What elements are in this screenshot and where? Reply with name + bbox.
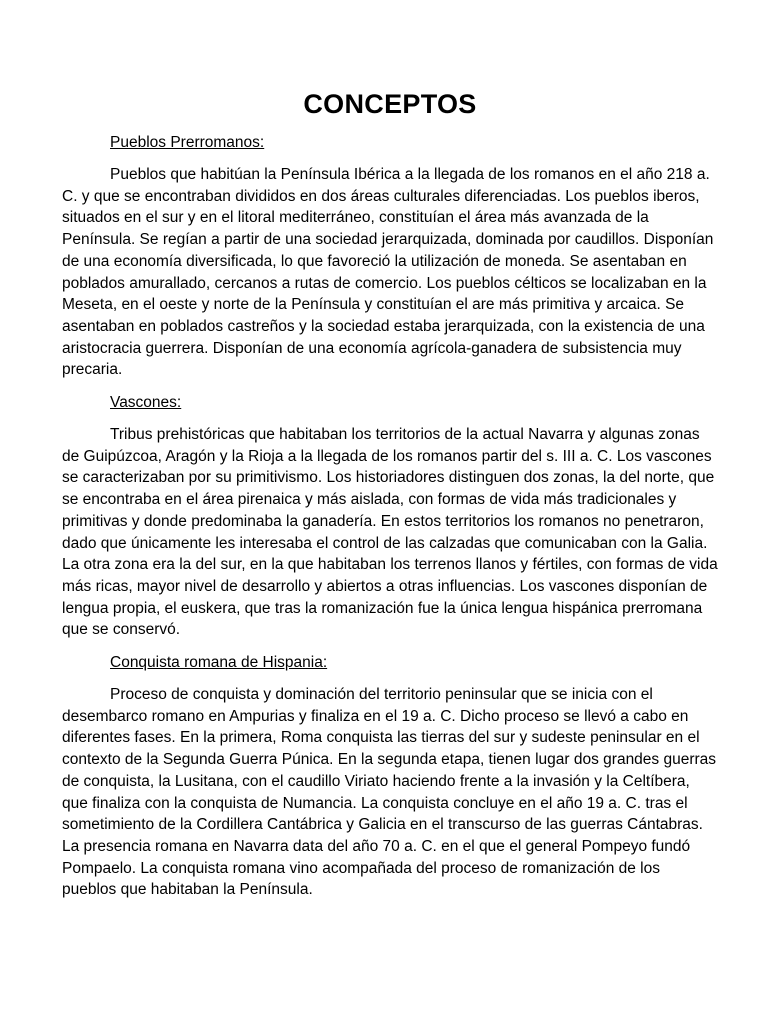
document-page xyxy=(62,86,718,912)
section-paragraph: Proceso de conquista y dominación del territorio peninsular que se inicia con el desembarco romano en Ampurias y finaliza en el 19 a. C. Dicho proceso se llevó a cabo en diferentes fases. En la primera, Roma conquista las tierras del sur y sudeste peninsular en el contexto de la Segunda Guerra Púnica. En la segunda etapa, tienen lugar dos grandes guerras de conquista, la Lusitana, con el caudillo Viriato haciendo frente a la invasión y la Celtíbera, que finaliza con la conquista de Numancia. La conquista concluye en el año 19 a. C. tras el sometimiento de la Cordillera Cantábrica y Galicia en el transcurso de las guerras Cántabras. La presencia romana en Navarra data del año 70 a. C. en el que el general Pompeyo fundó Pompaelo. La conquista romana vino acompañada del proceso de romanización de los pueblos que habitaban la Península. xyxy=(62,686,717,899)
section-vascones xyxy=(62,392,718,641)
section-paragraph: Tribus prehistóricas que habitaban los territorios de la actual Navarra y algunas zonas de Guipúzcoa, Aragón y la Rioja a la llegada de los romanos partir del s. III a. C. Los vascones se caracterizaban por su primitivismo. Los historiadores distinguen dos zonas, la del norte, que se encontraba en el área pirenaica y más aislada, con formas de vida más tradicionales y primitivas y donde predominaba la ganadería. En estos territorios los romanos no penetraron, dado que únicamente les interesaba el control de las calzadas que comunicaban con la Galia. La otra zona era la del sur, en la que habitaban los terrenos llanos y fértiles, con formas de vida más ricas, mayor nivel de desarrollo y abiertos a otras influencias. Los vascones disponían de lengua propia, el euskera, que tras la romanización fue la única lengua hispánica prerromana que se conservó. xyxy=(62,426,718,639)
section-conquista-romana xyxy=(62,652,718,901)
document-title: CONCEPTOS xyxy=(303,89,477,119)
section-heading: Pueblos Prerromanos: xyxy=(110,134,265,151)
section-heading: Vascones: xyxy=(110,394,182,412)
section-paragraph: Pueblos que habitúan la Península Ibérica a la llegada de los romanos en el año 218 a. C. y que se encontraban divididos en dos áreas culturales diferenciadas. Los pueblos iberos, situados en el sur y en el litoral mediterráneo, constituían el área más avanzada de la Península. Se regían a partir de una sociedad jerarquizada, dominada por caudillos. Disponían de una economía diversificada, lo que favoreció la utilización de moneda. Se asentaban en poblados amurallado, cercanos a rutas de comercio. Los pueblos célticos se localizaban en la Meseta, en el oeste y norte de la Península y constituían el are más primitiva y arcaica. Se asentaban en poblados castreños y la sociedad estaba jerarquizada, con la existencia de una aristocracia guerrera. Disponían de una economía agrícola-ganadera de subsistencia muy precaria. xyxy=(62,166,714,379)
section-heading: Conquista romana de Hispania: xyxy=(110,654,328,672)
section-pueblos-prerromanos xyxy=(62,132,718,381)
